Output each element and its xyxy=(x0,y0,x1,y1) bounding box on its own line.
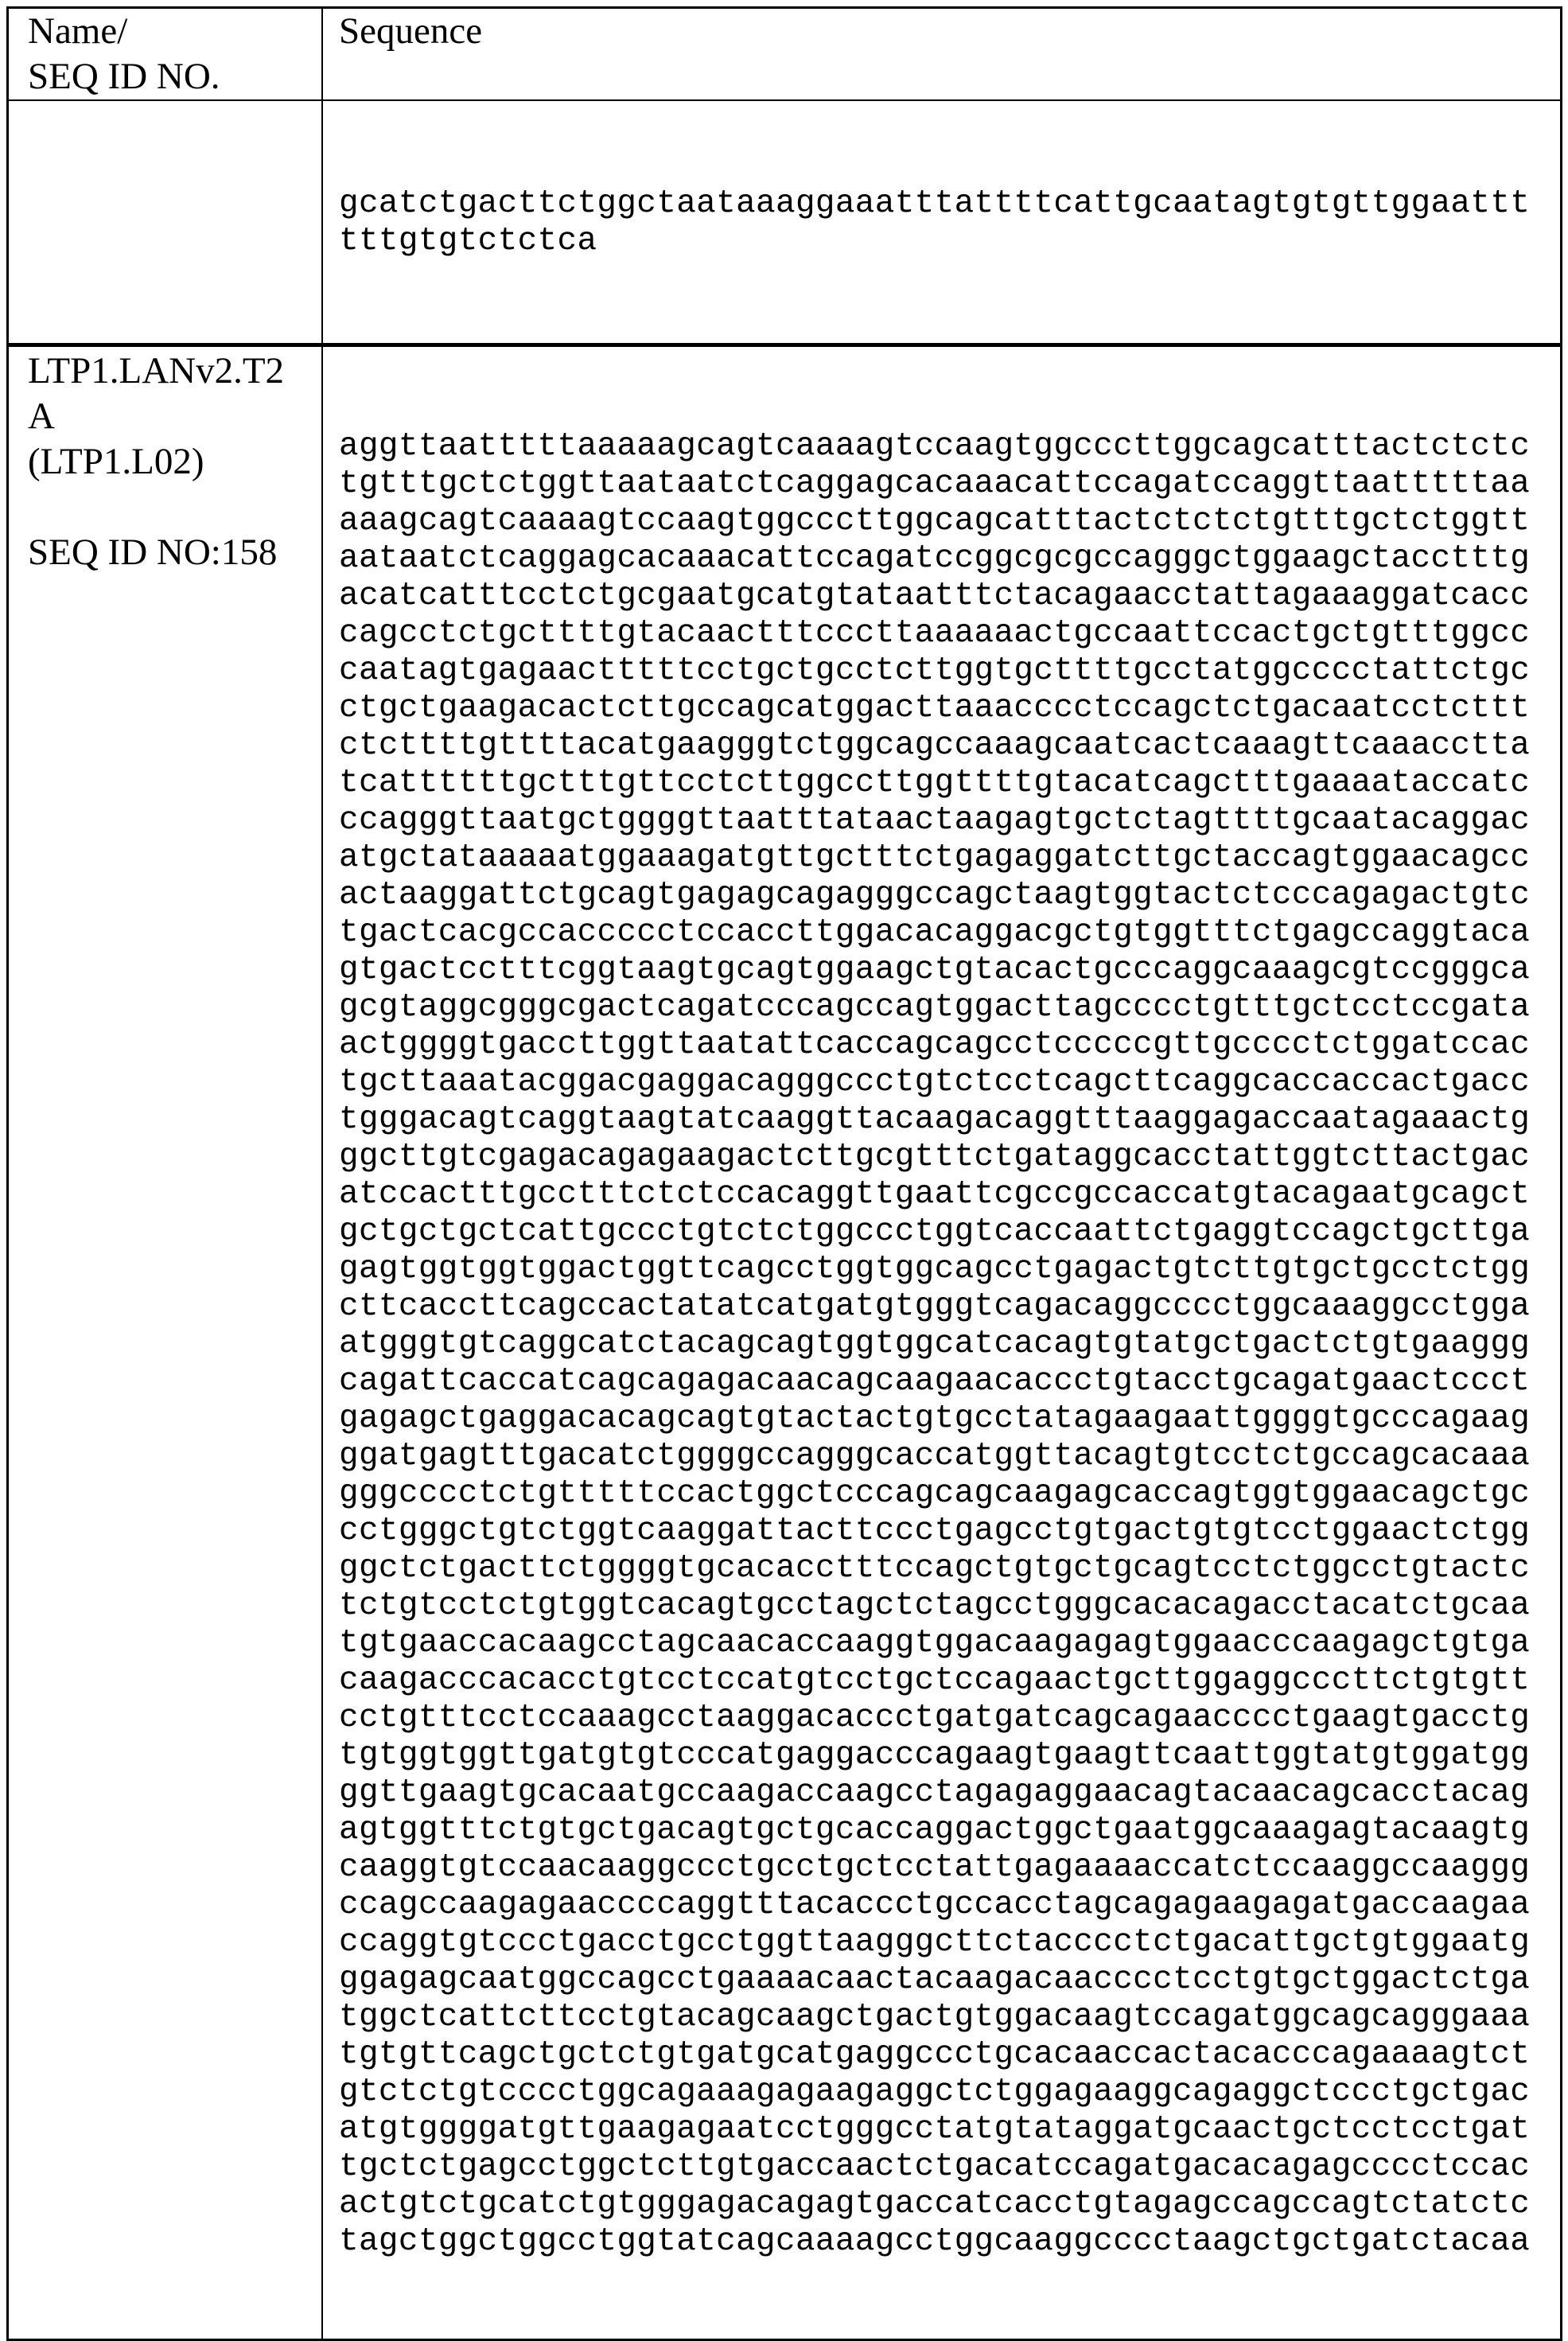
text-line: gctgctgctcattgccctgtctctggccctggtcaccaattctgaggtccagctgcttga xyxy=(339,1213,1531,1250)
text-line: tgctctgagcctggctcttgtgaccaactctgacatccagatgacacagagcccctccac xyxy=(339,2148,1531,2185)
text-line: aataatctcaggagcacaaacattccagatccggcgcgccagggctggaagctacctttg xyxy=(339,540,1531,577)
text-line: tttgtgtctctca xyxy=(339,223,597,259)
text-line: actaaggattctgcagtgagagcagagggccagctaagtggtactctcccagagactgtc xyxy=(339,877,1531,913)
text-line: aggttaatttttaaaaagcagtcaaaagtccaagtggcccttggcagcatttactctctc xyxy=(339,428,1531,465)
text-line: gcatctgacttctggctaataaaggaaatttattttcattgcaatagtgtgttggaattt xyxy=(339,185,1531,222)
text-line: LTP1.LANv2.T2 xyxy=(28,350,285,391)
text-line: atgtggggatgttgaagagaatcctgggcctatgtataggatgcaactgctcctcctgat xyxy=(339,2111,1531,2148)
text-line: aaagcagtcaaaagtccaagtggcccttggcagcatttactctctctgtttgctctggtt xyxy=(339,503,1531,539)
text-line: ctcttttgttttacatgaagggtctggcagccaaagcaatcactcaaagttcaaacctta xyxy=(339,727,1531,764)
text-line: gtctctgtcccctggcagaaagagaagaggctctggagaaggcagaggctccctgctgac xyxy=(339,2074,1531,2110)
text-line: tagctggctggcctggtatcagcaaaagcctggcaaggcccctaagctgctgatctacaa xyxy=(339,2223,1531,2260)
text-line: acatcatttcctctgcgaatgcatgtataatttctacagaacctattagaaaggatcacc xyxy=(339,578,1531,614)
text-line: ggatgagtttgacatctggggccagggcaccatggttacagtgtcctctgccagcacaaa xyxy=(339,1438,1531,1474)
text-line: tgactcacgccaccccctccaccttggacacaggacgctgtggtttctgagccaggtaca xyxy=(339,914,1531,951)
row2-sequence-cell xyxy=(323,347,1560,2339)
text-line: SEQ ID NO. xyxy=(28,56,220,97)
row2-sequence-lines xyxy=(339,428,1557,2261)
text-line: A xyxy=(28,395,55,437)
table-header-row xyxy=(9,9,1560,101)
text-line: tggctcattcttcctgtacagcaagctgactgtggacaagtccagatggcagcagggaaa xyxy=(339,1999,1531,2035)
text-line: cctgggctgtctggtcaaggattacttccctgagcctgtgactgtgtcctggaactctgg xyxy=(339,1513,1531,1549)
text-line: ggcttgtcgagacagagaagactcttgcgtttctgataggcacctattggtcttactgac xyxy=(339,1139,1531,1175)
text-line: ccaggtgtccctgacctgcctggttaagggcttctacccctctgacattgctgtggaatg xyxy=(339,1924,1531,1961)
text-line: ggttgaagtgcacaatgccaagaccaagcctagagaggaacagtacaacagcacctacag xyxy=(339,1774,1531,1811)
text-line: cagattcaccatcagcagagacaacagcaagaacaccctgtacctgcagatgaactccct xyxy=(339,1363,1531,1400)
row1-name-cell xyxy=(9,101,323,343)
text-line: caagacccacacctgtcctccatgtcctgctccagaactgcttggaggcccttctgtgtt xyxy=(339,1662,1531,1699)
text-line: atccactttgcctttctctccacaggttgaattcgccgccaccatgtacagaatgcagct xyxy=(339,1176,1531,1213)
text-line: cttcaccttcagccactatatcatgatgtgggtcagacaggcccctggcaaaggcctgga xyxy=(339,1288,1531,1325)
text-line: gagagctgaggacacagcagtgtactactgtgcctatagaagaattggggtgcccagaag xyxy=(339,1400,1531,1437)
text-line: atgggtgtcaggcatctacagcagtggtggcatcacagtgtatgctgactctgtgaaggg xyxy=(339,1326,1531,1362)
text-line: tcattttttgctttgttcctcttggccttggttttgtacatcagctttgaaaataccatc xyxy=(339,765,1531,801)
row1-sequence-lines xyxy=(339,185,1557,260)
text-line: tctgtcctctgtggtcacagtgcctagctctagcctgggcacacagacctacatctgcaa xyxy=(339,1587,1531,1624)
text-line: tgggacagtcaggtaagtatcaaggttacaagacaggtttaaggagaccaatagaaactg xyxy=(339,1101,1531,1138)
text-line: cagcctctgcttttgtacaactttcccttaaaaaactgccaattccactgctgtttggcc xyxy=(339,615,1531,652)
text-line: actggggtgaccttggttaatattcaccagcagcctcccccgttgcccctctggatccac xyxy=(339,1026,1531,1063)
text-line: gcgtaggcgggcgactcagatcccagccagtggacttagcccctgtttgctcctccgata xyxy=(339,989,1531,1026)
text-line: ctgctgaagacactcttgccagcatggacttaaacccctccagctctgacaatcctcttt xyxy=(339,690,1531,726)
text-line: agtggtttctgtgctgacagtgctgcaccaggactggctgaatggcaaagagtacaagtg xyxy=(339,1812,1531,1848)
sequence-table xyxy=(6,6,1562,2341)
text-line: ccagggttaatgctggggttaatttataactaagagtgctctagttttgcaatacaggac xyxy=(339,802,1531,839)
table-row-ltp1-lanv2-t2a xyxy=(9,347,1560,2339)
text-line: actgtctgcatctgtgggagacagagtgaccatcacctgtagagccagccagtctatctc xyxy=(339,2186,1531,2222)
row2-name-cell xyxy=(9,347,323,2339)
text-line: ggctctgacttctggggtgcacacctttccagctgtgctgcagtcctctggcctgtactc xyxy=(339,1550,1531,1587)
row2-name-lines xyxy=(28,349,317,485)
text-line: atgctataaaaatggaaagatgttgctttctgagaggatcttgctaccagtggaacagcc xyxy=(339,839,1531,876)
text-line: caatagtgagaactttttcctgctgcctcttggtgcttttgcctatggcccctattctgc xyxy=(339,652,1531,689)
text-line: tgtgaaccacaagcctagcaacaccaaggtggacaagagagtggaacccaagagctgtga xyxy=(339,1625,1531,1661)
text-line: tgtttgctctggttaataatctcaggagcacaaacattccagatccaggttaatttttaa xyxy=(339,465,1531,502)
row2-seq-id: SEQ ID NO:158 xyxy=(28,532,278,573)
text-line: gggcccctctgtttttccactggctcccagcagcaagagcaccagtggtggaacagctgc xyxy=(339,1475,1531,1512)
header-sequence-cell xyxy=(323,9,1560,99)
text-line: (LTP1.L02) xyxy=(28,441,204,482)
text-line: ccagccaagagaaccccaggtttacaccctgccacctagcagagaagagatgaccaagaa xyxy=(339,1887,1531,1923)
row1-sequence-cell xyxy=(323,101,1560,343)
text-line: caaggtgtccaacaaggccctgcctgctcctattgagaaaaccatctccaaggccaaggg xyxy=(339,1849,1531,1886)
text-line: tgtggtggttgatgtgtcccatgaggacccagaagtgaagttcaattggtatgtggatgg xyxy=(339,1737,1531,1774)
text-line: Name/ xyxy=(28,10,128,52)
text-line: tgcttaaatacggacgaggacagggccctgtctcctcagcttcaggcaccaccactgacc xyxy=(339,1064,1531,1100)
text-line: gtgactcctttcggtaagtgcagtggaagctgtacactgcccaggcaaagcgtccgggca xyxy=(339,952,1531,988)
text-line: tgtgttcagctgctctgtgatgcatgaggccctgcacaaccactacacccagaaaagtct xyxy=(339,2036,1531,2073)
header-name-lines xyxy=(28,9,317,99)
text-line: ggagagcaatggccagcctgaaaacaactacaagacaacccctcctgtgctggactctga xyxy=(339,1961,1531,1998)
header-name-cell xyxy=(9,9,323,99)
header-sequence-label: Sequence xyxy=(339,10,483,52)
text-line: cctgtttcctccaaagcctaaggacaccctgatgatcagcagaacccctgaagtgacctg xyxy=(339,1700,1531,1736)
table-row-continuation xyxy=(9,101,1560,347)
text-line: gagtggtggtggactggttcagcctggtggcagcctgagactgtcttgtgctgcctctgg xyxy=(339,1251,1531,1287)
